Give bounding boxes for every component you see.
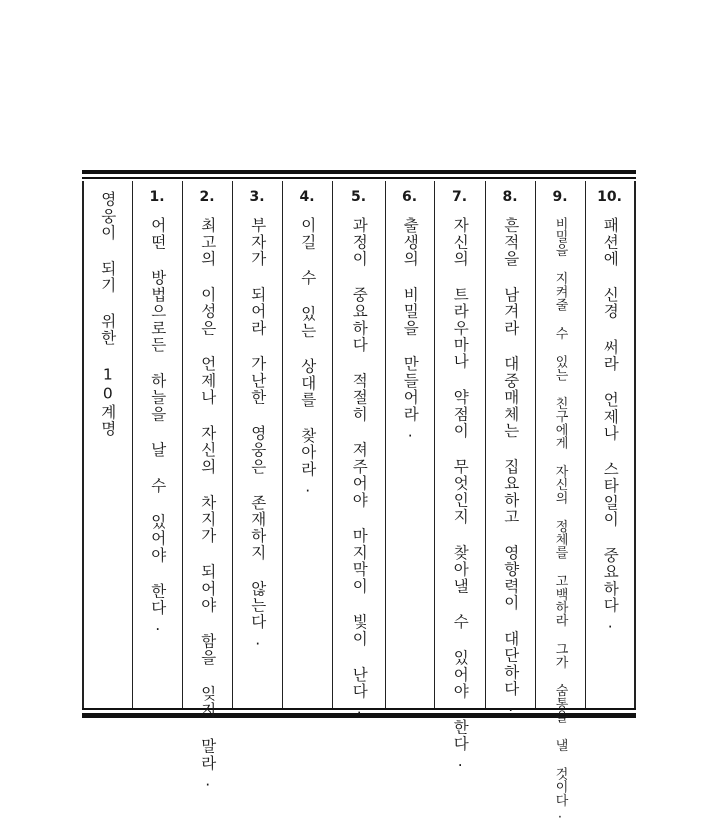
rule-number: 4.	[299, 189, 315, 205]
rule-text: 패션에 신경 써라 언제나 스타일이 중요하다.	[601, 217, 620, 633]
rule-number: 6.	[401, 189, 418, 205]
column-divider	[634, 181, 636, 708]
commandments-table	[82, 170, 636, 822]
rule-text: 비밀을 지켜줄 수 있는 친구에게 자신의 정체를 고백하라 그가 숨통을 낼 것이다.	[552, 217, 568, 822]
rule-column-3	[232, 181, 282, 708]
rule-text: 어떤 방법으로든 하늘을 날 수 있어야 한다.	[148, 217, 167, 636]
rule-number: 10.	[597, 189, 622, 205]
rule-column-6	[385, 181, 434, 708]
rule-column-1	[132, 181, 182, 708]
rule-number: 7.	[451, 189, 468, 205]
rule-column-8	[485, 181, 535, 717]
top-rule-thin	[82, 177, 636, 179]
rule-text: 과정이 중요하다 적절히 져주어야 마지막이 빛이 난다.	[350, 217, 369, 719]
rule-column-4	[282, 181, 332, 708]
table-title: 영웅이 되기 위한 10계명	[98, 191, 117, 438]
rule-number: 2.	[199, 189, 215, 205]
rule-text: 자신의 트라우마나 약점이 무엇인지 찾아낼 수 있어야 한다.	[451, 217, 470, 772]
rule-column-7	[434, 181, 485, 772]
rule-text: 흔적을 남겨라 대중매체는 집요하고 영향력이 대단하다.	[501, 217, 520, 717]
top-rule-thick	[82, 170, 636, 174]
rule-text: 부자가 되어라 가난한 영웅은 존재하지 않는다.	[248, 217, 267, 650]
rule-text: 이길 수 있는 상대를 찾아라.	[298, 217, 317, 497]
rule-column-5	[332, 181, 385, 719]
rule-column-9	[535, 181, 585, 822]
rule-number: 3.	[249, 189, 265, 205]
rule-number: 1.	[149, 189, 165, 205]
rule-text: 출생의 비밀을 만들어라.	[401, 217, 420, 442]
title-column	[82, 181, 132, 708]
rule-column-10	[585, 181, 634, 708]
rule-text: 최고의 이성은 언제나 자신의 차지가 되어야 함을 잊지 말라.	[198, 217, 217, 791]
rule-number: 5.	[350, 189, 367, 205]
rule-number: 8.	[502, 189, 518, 205]
rule-column-2	[182, 181, 232, 791]
rule-number: 9.	[552, 189, 568, 205]
